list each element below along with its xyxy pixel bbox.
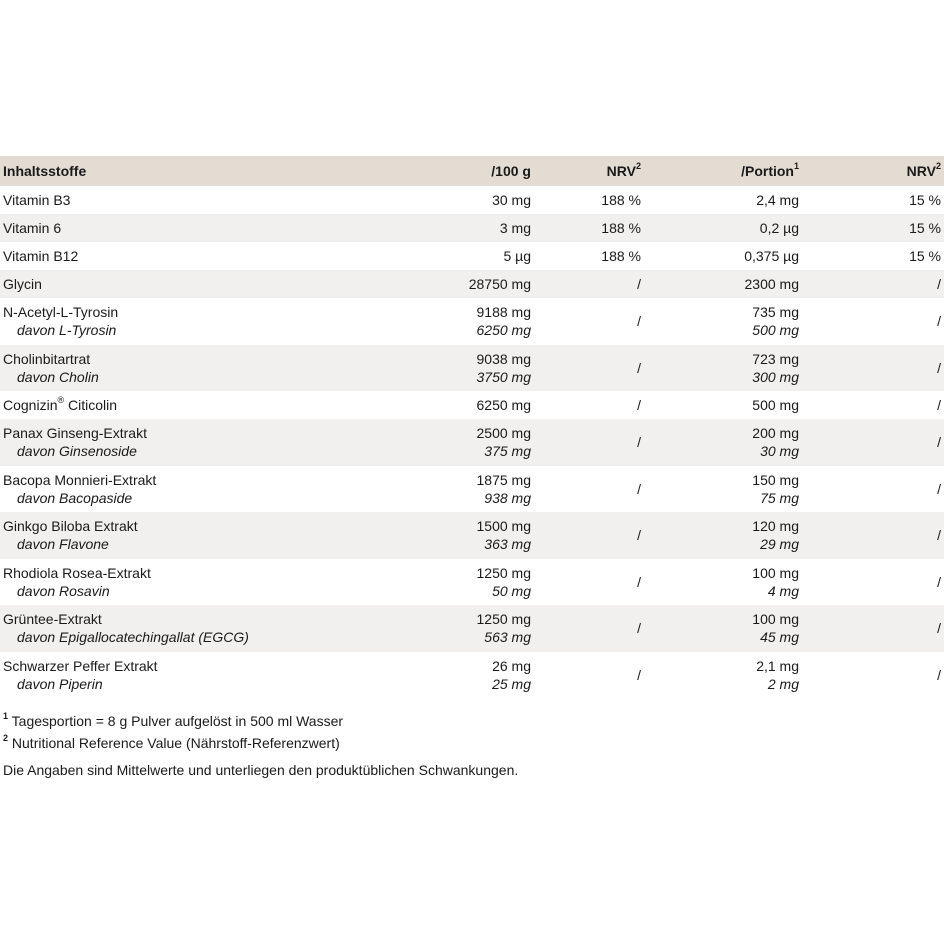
nutrition-table [0, 156, 944, 698]
table-row [0, 242, 944, 270]
amount-per-portion: 500 mg [752, 397, 799, 413]
amount-per-100g: 1875 mg 938 mg [476, 471, 531, 506]
header-nrv-100g: NRV$^2$ [606, 161, 641, 179]
nrv-per-100g: 188 % [601, 192, 641, 208]
nrv-per-100g: 188 % [601, 248, 641, 264]
amount-per-100g: 6250 mg [476, 397, 531, 413]
table-row [0, 298, 944, 345]
ingredient-name: Vitamin B3 [3, 192, 71, 208]
sub-ingredient: davon Piperin [17, 675, 103, 692]
ingredient-name: N-Acetyl-L-Tyrosin davon L-Tyrosin [0, 298, 340, 345]
table-row [0, 419, 944, 466]
table-row [0, 652, 944, 699]
amount-per-portion: 2,1 mg 2 mg [756, 657, 799, 692]
ingredient-name: Rhodiola Rosea-Extrakt davon Rosavin [0, 559, 340, 606]
sub-ingredient: davon L-Tyrosin [17, 322, 117, 339]
nrv-per-100g: 188 % [601, 220, 641, 236]
table-header-row [0, 156, 944, 186]
amount-per-100g: 26 mg 25 mg [492, 657, 531, 692]
amount-per-portion: 120 mg 29 mg [752, 518, 799, 553]
nrv-per-portion: / [937, 397, 941, 413]
ingredient-name: Ginkgo Biloba Extrakt davon Flavone [0, 512, 340, 559]
amount-per-portion: 2,4 mg [756, 192, 799, 208]
amount-per-100g: 1250 mg 50 mg [476, 564, 531, 599]
amount-per-100g: 1250 mg 563 mg [476, 611, 531, 646]
nrv-per-portion: 15 % [909, 192, 941, 208]
table-row [0, 605, 944, 652]
nrv-per-portion: / [937, 480, 941, 497]
amount-per-portion: 100 mg 45 mg [752, 611, 799, 646]
table-row [0, 186, 944, 214]
amount-per-portion: 0,2 µg [759, 220, 799, 236]
footnote: $^2$ Nutritional Reference Value (Nährstoff-Referenzwert) [3, 733, 340, 751]
header-nrv-portion: NRV$^2$ [906, 161, 941, 179]
sub-ingredient: davon Epigallocatechingallat (EGCG) [17, 629, 249, 646]
nrv-per-100g: / [637, 359, 641, 376]
header-ingredients: Inhaltsstoffe [3, 163, 87, 179]
nrv-per-100g: / [637, 620, 641, 637]
ingredient-name: Panax Ginseng-Extrakt davon Ginsenoside [0, 419, 340, 466]
header-per-100g: /100 g [491, 163, 531, 179]
sub-ingredient: davon Rosavin [17, 582, 110, 599]
amount-per-100g: 9038 mg 3750 mg [476, 350, 531, 385]
nrv-per-portion: 15 % [909, 248, 941, 264]
ingredient-name: Schwarzer Peffer Extrakt davon Piperin [0, 652, 340, 699]
nrv-per-100g: / [637, 313, 641, 330]
amount-per-100g: 28750 mg [468, 276, 531, 292]
amount-per-100g: 5 µg [503, 248, 531, 264]
table-row [0, 466, 944, 513]
amount-per-portion: 723 mg 300 mg [752, 350, 799, 385]
amount-per-portion: 0,375 µg [744, 248, 799, 264]
nrv-per-100g: / [637, 480, 641, 497]
footnotes [3, 710, 343, 754]
ingredient-name: Grüntee-Extrakt davon Epigallocatechingallat (EGCG) [0, 605, 340, 652]
table-row [0, 391, 944, 419]
nrv-per-100g: / [637, 573, 641, 590]
amount-per-portion: 100 mg 4 mg [752, 564, 799, 599]
ingredient-name: Cognizin® Citicolin [3, 395, 118, 413]
amount-per-100g: 2500 mg 375 mg [476, 425, 531, 460]
ingredient-name: Vitamin B12 [3, 248, 79, 264]
nrv-per-portion: 15 % [909, 220, 941, 236]
amount-per-portion: 200 mg 30 mg [752, 425, 799, 460]
nrv-per-portion: / [937, 573, 941, 590]
sub-ingredient: davon Ginsenoside [17, 443, 137, 460]
disclaimer-text: Die Angaben sind Mittelwerte und unterliegen den produktüblichen Schwankungen. [3, 762, 519, 778]
nrv-per-100g: / [637, 527, 641, 544]
table-row [0, 345, 944, 392]
nrv-per-100g: / [637, 397, 641, 413]
sub-ingredient: davon Bacopaside [17, 489, 133, 506]
table-row [0, 270, 944, 298]
nrv-per-100g: / [637, 276, 641, 292]
nrv-per-portion: / [937, 666, 941, 683]
amount-per-100g: 9188 mg 6250 mg [476, 304, 531, 339]
nrv-per-portion: / [937, 313, 941, 330]
nrv-per-portion: / [937, 527, 941, 544]
amount-per-portion: 2300 mg [744, 276, 799, 292]
nrv-per-portion: / [937, 620, 941, 637]
amount-per-portion: 150 mg 75 mg [752, 471, 799, 506]
table-row [0, 512, 944, 559]
nrv-per-100g: / [637, 666, 641, 683]
ingredient-name: Cholinbitartrat davon Cholin [0, 345, 340, 392]
nrv-per-100g: / [637, 434, 641, 451]
nrv-per-portion: / [937, 434, 941, 451]
amount-per-100g: 1500 mg 363 mg [476, 518, 531, 553]
ingredient-name: Bacopa Monnieri-Extrakt davon Bacopaside [0, 466, 340, 513]
amount-per-portion: 735 mg 500 mg [752, 304, 799, 339]
amount-per-100g: 30 mg [492, 192, 531, 208]
sub-ingredient: davon Flavone [17, 536, 109, 553]
nrv-per-portion: / [937, 359, 941, 376]
table-row [0, 559, 944, 606]
nutrition-table-container [0, 156, 944, 698]
sub-ingredient: davon Cholin [17, 368, 99, 385]
amount-per-100g: 3 mg [499, 220, 531, 236]
ingredient-name: Glycin [3, 276, 42, 292]
nrv-per-portion: / [937, 276, 941, 292]
table-row [0, 214, 944, 242]
ingredient-name: Vitamin 6 [3, 220, 62, 236]
header-per-portion: /Portion$^1$ [741, 161, 799, 179]
footnote: $^1$ Tagesportion = 8 g Pulver aufgelöst in 500 ml Wasser [3, 711, 344, 729]
